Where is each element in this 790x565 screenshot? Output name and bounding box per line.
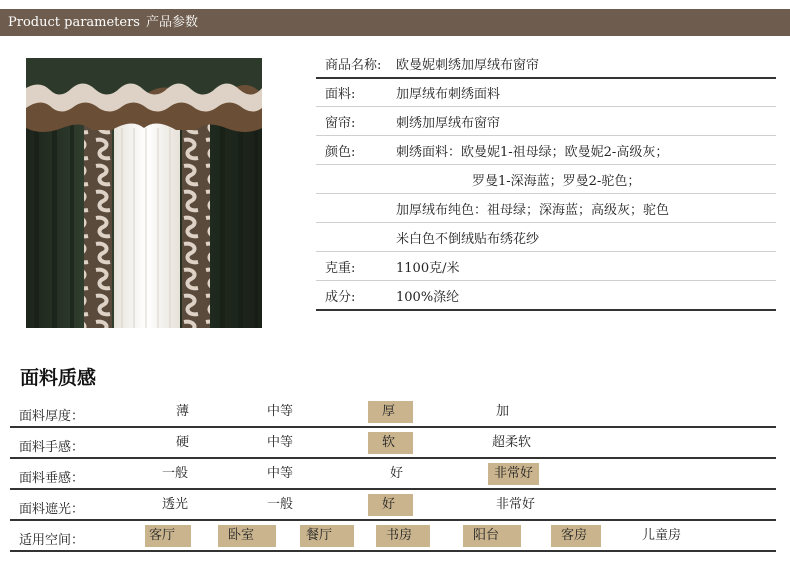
param-row-color-3	[316, 194, 776, 223]
param-key: 面料:	[325, 87, 356, 102]
room-option: 书房	[376, 525, 430, 547]
quality-option: 中等	[267, 466, 294, 481]
param-value: 欧曼妮刺绣加厚绒布窗帘	[396, 58, 540, 73]
params-table	[316, 49, 776, 310]
param-value: 加厚绒布纯色：祖母绿；深海蓝；高级灰；驼色	[396, 203, 670, 218]
quality-label: 面料手感：	[19, 440, 85, 455]
quality-row-shading	[10, 490, 776, 521]
quality-option: 中等	[267, 435, 294, 450]
param-value: 罗曼1-深海蓝；罗曼2-驼色；	[472, 174, 641, 189]
quality-option-selected: 厚	[368, 401, 413, 423]
param-row-color	[316, 136, 776, 165]
divider	[10, 550, 776, 552]
param-key: 窗帘:	[325, 116, 356, 131]
quality-label: 面料垂感：	[19, 471, 85, 486]
quality-label: 面料遮光：	[19, 502, 85, 517]
header-title-en: Product parameters	[8, 15, 140, 30]
quality-row-rooms	[10, 521, 776, 552]
quality-row-thickness	[10, 397, 776, 428]
quality-option: 薄	[176, 404, 190, 419]
param-row-curtain	[316, 107, 776, 136]
param-value: 加厚绒布刺绣面料	[396, 87, 501, 102]
param-value: 100%涤纶	[396, 290, 460, 305]
room-option: 客厅	[145, 525, 191, 547]
quality-option-selected: 非常好	[488, 463, 539, 485]
param-value: 刺绣面料：欧曼妮1-祖母绿；欧曼妮2-高级灰；	[396, 145, 669, 160]
divider	[316, 309, 776, 311]
quality-table	[10, 397, 776, 552]
param-value: 1100克/米	[396, 261, 460, 276]
param-key: 颜色:	[325, 145, 356, 160]
quality-label: 适用空间：	[19, 533, 85, 548]
quality-option: 硬	[176, 435, 190, 450]
room-option: 客房	[551, 525, 601, 547]
product-image	[26, 58, 262, 328]
room-option: 卧室	[218, 525, 276, 547]
header-title-cn: 产品参数	[145, 15, 198, 30]
param-value: 刺绣加厚绒布窗帘	[396, 116, 501, 131]
header-bar	[0, 9, 790, 36]
quality-option: 超柔软	[492, 435, 532, 450]
param-row-composition	[316, 281, 776, 310]
param-row-fabric	[316, 78, 776, 107]
quality-row-feel	[10, 428, 776, 459]
param-row-color-2	[316, 165, 776, 194]
quality-option: 一般	[162, 466, 189, 481]
quality-option: 透光	[162, 497, 189, 512]
quality-option: 好	[390, 466, 404, 481]
quality-option-selected: 好	[368, 494, 413, 516]
quality-row-drape	[10, 459, 776, 490]
quality-option: 非常好	[496, 497, 536, 512]
room-option: 阳台	[463, 525, 521, 547]
param-value: 米白色不倒绒贴布绣花纱	[396, 232, 540, 247]
param-row-color-4	[316, 223, 776, 252]
quality-option: 中等	[267, 404, 294, 419]
param-key: 商品名称:	[325, 58, 382, 73]
section-title: 面料质感	[20, 367, 97, 389]
room-option: 餐厅	[300, 525, 354, 547]
curtain-illustration	[26, 58, 262, 328]
quality-option: 一般	[267, 497, 294, 512]
room-option: 儿童房	[642, 528, 682, 543]
param-key: 克重:	[325, 261, 356, 276]
param-row-weight	[316, 252, 776, 281]
quality-label: 面料厚度：	[19, 409, 85, 424]
param-key: 成分:	[325, 290, 356, 305]
quality-option-selected: 软	[368, 432, 413, 454]
param-row-name	[316, 49, 776, 78]
quality-option: 加	[496, 404, 510, 419]
